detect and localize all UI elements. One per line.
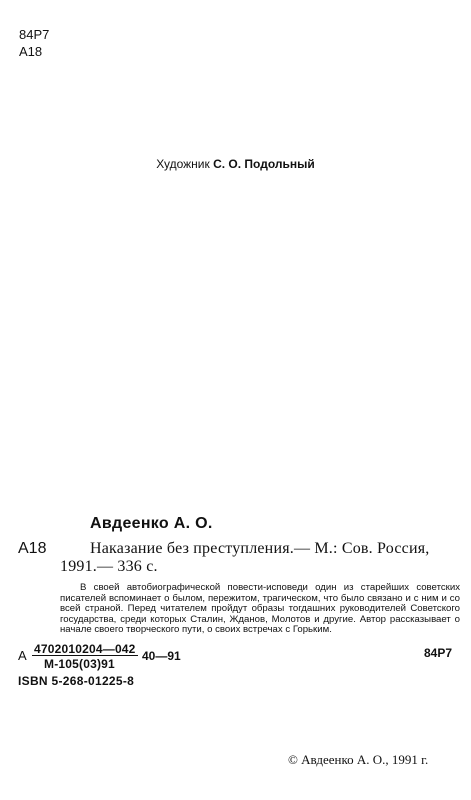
bbk-index-top: 84Р7 <box>19 27 50 42</box>
catalog-title-line2: 1991.— 336 с. <box>60 558 158 575</box>
catalog-bbk-index: 84Р7 <box>424 646 453 660</box>
artist-name: С. О. Подольный <box>213 157 315 171</box>
copyright-notice: © Авдеенко А. О., 1991 г. <box>288 752 429 767</box>
formula-tail: 40—91 <box>142 649 181 663</box>
formula-numerator: 4702010204—042 <box>34 642 136 656</box>
artist-label: Художник <box>156 157 214 171</box>
catalog-title-line1: Наказание без преступления.— М.: Сов. Россия, <box>90 540 430 557</box>
formula-divider <box>32 655 138 656</box>
catalog-annotation: В своей автобиографической повести-исповеди один из старейших советских писателей вспоминает о былом, пережитом, трагическом, что было связано и с ним и со всей страной. Перед читателем пройдут образы тогдашних руководителей Советского государства, среди которых Сталин, Жданов, Молотов и другие. Автор рассказывает о начале своего творческого пути, о своих встречах с Горьким. <box>60 582 460 635</box>
catalog-author: Авдеенко А. О. <box>90 515 213 532</box>
artist-credit <box>0 157 471 171</box>
catalog-author-sign: А18 <box>18 540 47 557</box>
author-sign-top: А18 <box>19 44 43 59</box>
isbn: ISBN 5-268-01225-8 <box>18 674 135 688</box>
formula-letter: А <box>18 648 27 663</box>
formula-denominator: М-105(03)91 <box>44 657 115 671</box>
